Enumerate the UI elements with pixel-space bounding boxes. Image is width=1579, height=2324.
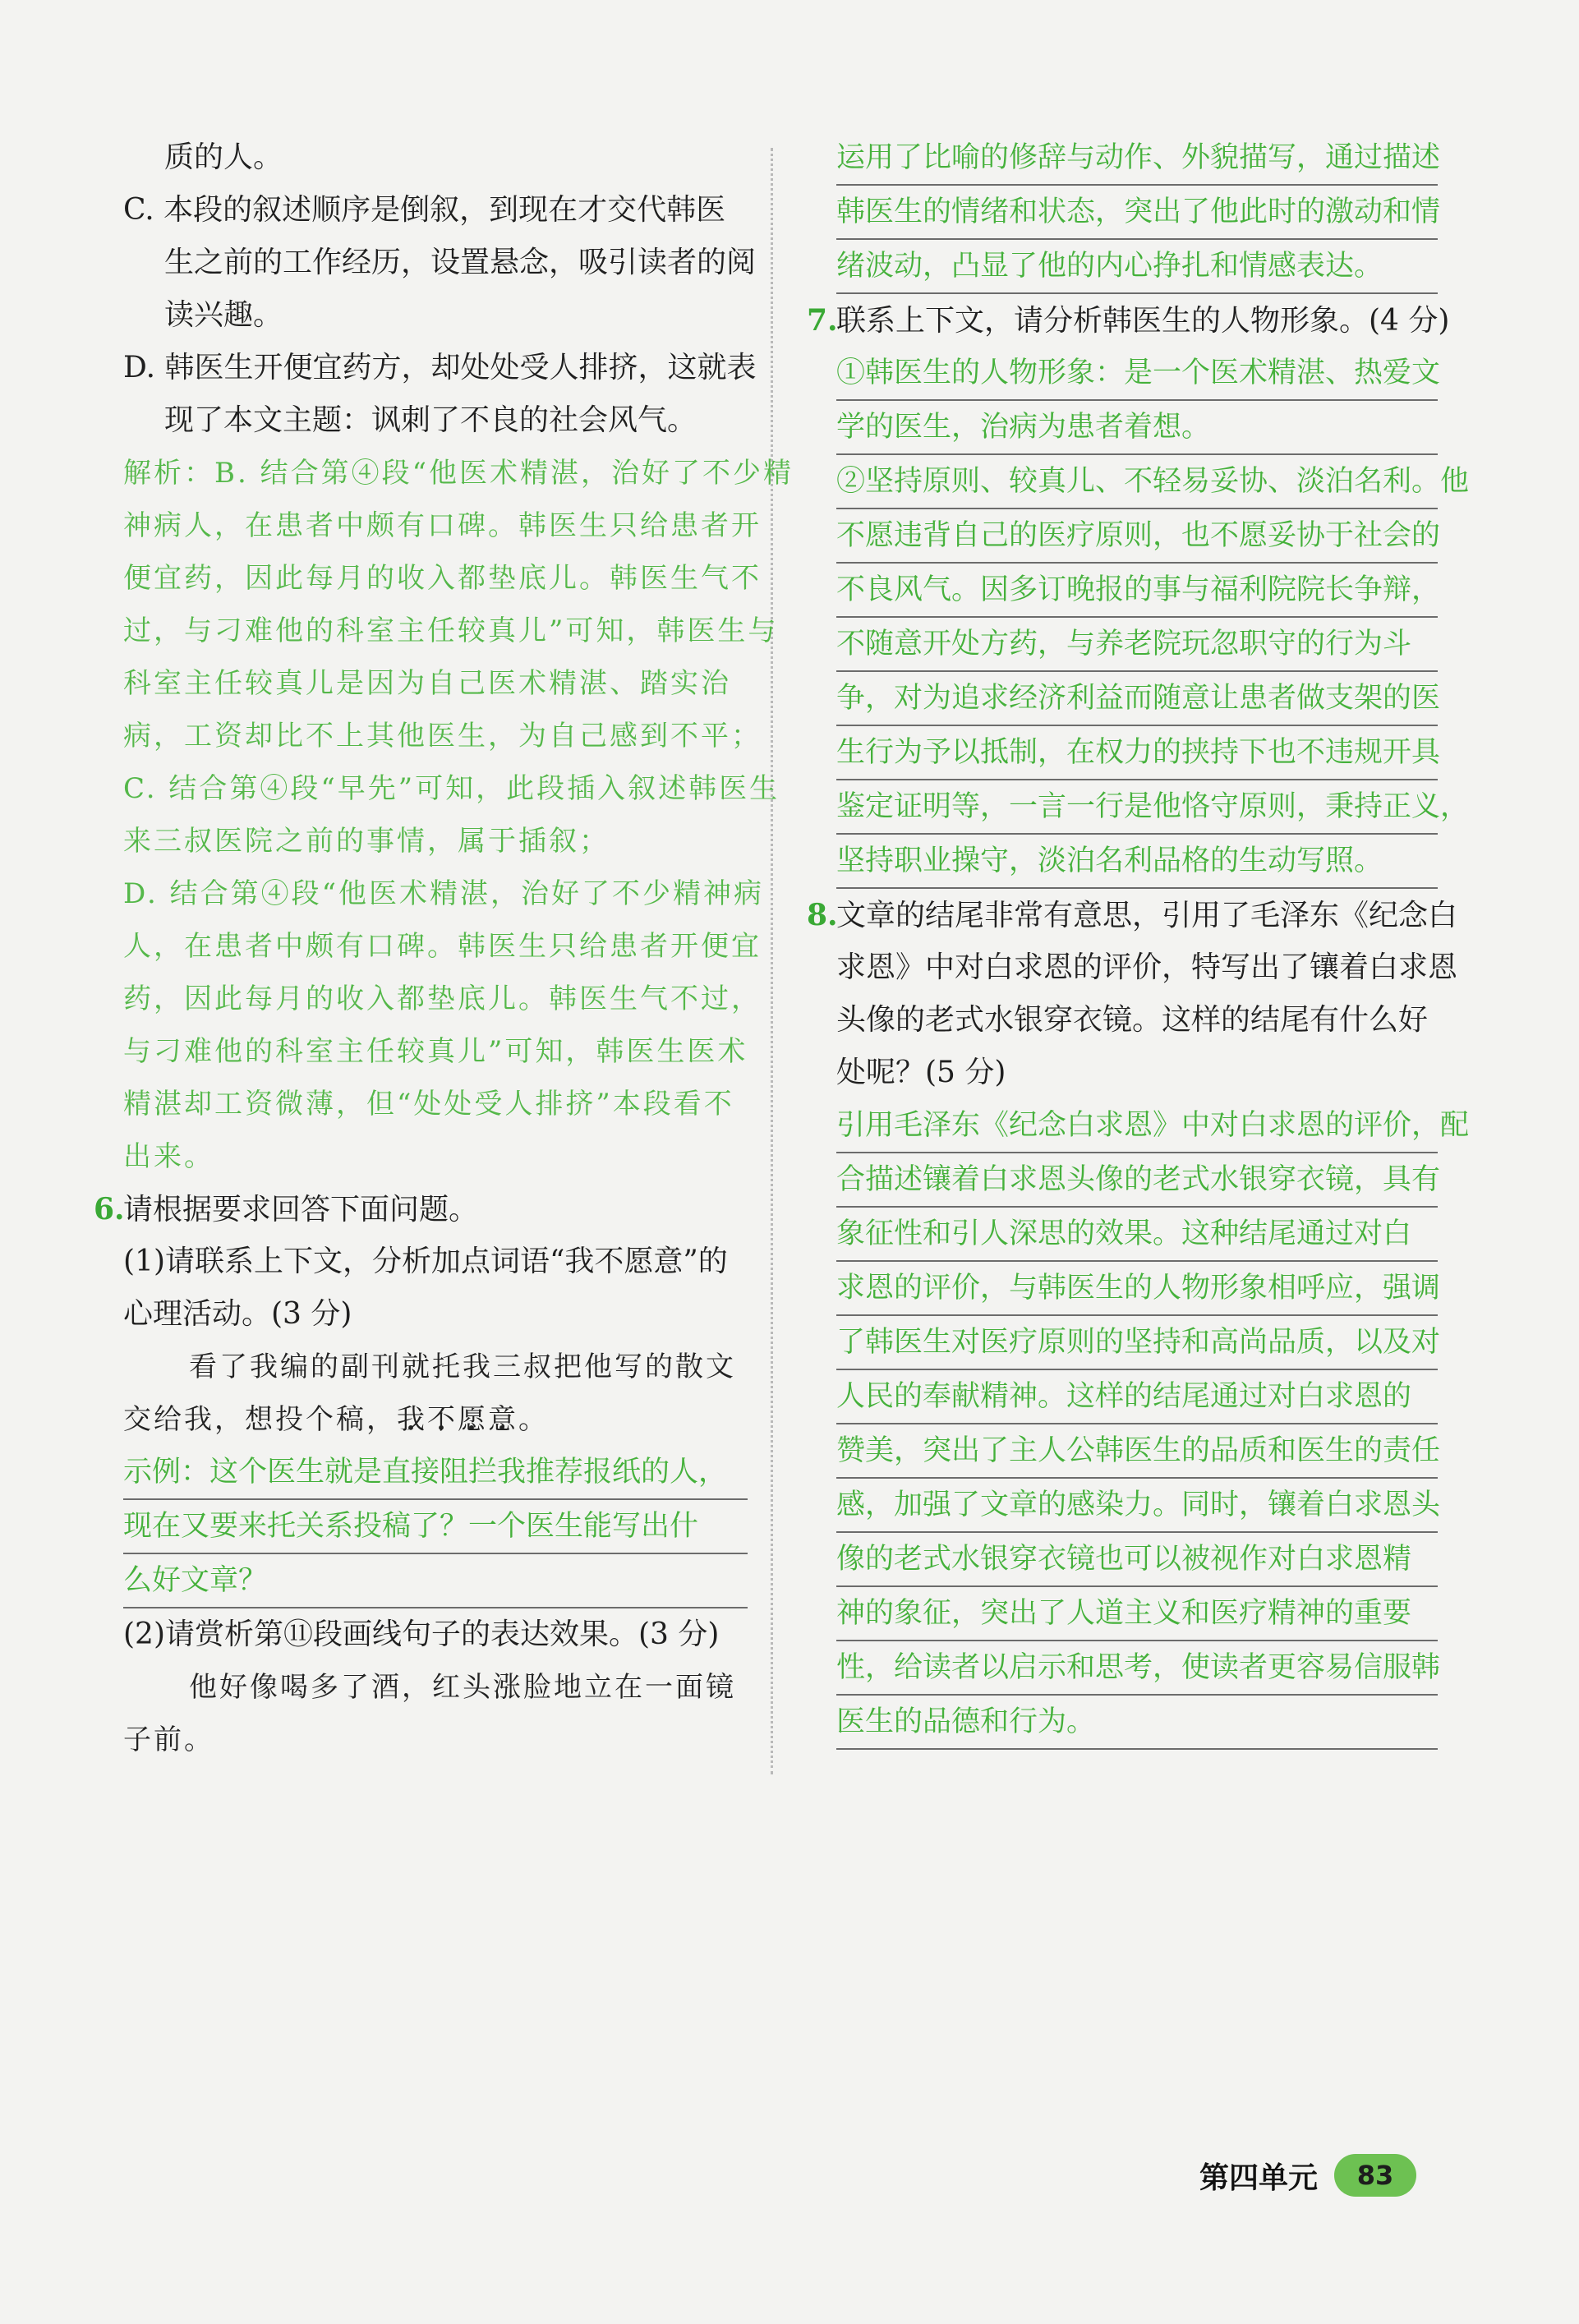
q7-answer-block [836, 347, 1470, 889]
question-text: 联系上下文，请分析韩医生的人物形象。(4 分) [836, 304, 1450, 338]
answer-line: 引用毛泽东《纪念白求恩》中对白求恩的评价，配 [836, 1099, 1438, 1153]
answer-line: 神的象征，突出了人道主义和医疗精神的重要 [836, 1587, 1438, 1641]
analysis-line: 药，因此每月的收入都垫底儿。韩医生气不过， [123, 983, 762, 1015]
emphasis-char: 我 [397, 1403, 427, 1436]
q6-part1-line: 心理活动。(3 分) [123, 1297, 352, 1331]
page-number-badge: 83 [1334, 2154, 1416, 2197]
answer-line: 人民的奉献精神。这样的结尾通过对白求恩的 [836, 1370, 1438, 1424]
answer-line: 运用了比喻的修辞与动作、外貌描写，通过描述 [836, 131, 1438, 186]
answer-line: 赞美，突出了主人公韩医生的品质和医生的责任 [836, 1424, 1438, 1479]
answer-line: 象征性和引人深思的效果。这种结尾通过对白 [836, 1208, 1438, 1262]
answer-line: 像的老式水银穿衣镜也可以被视作对白求恩精 [836, 1533, 1438, 1587]
q6-answer-continued [836, 131, 1441, 294]
answer-line: 求恩的评价，与韩医生的人物形象相呼应，强调 [836, 1262, 1438, 1316]
q6-part1-line: (1)请联系上下文，分析加点词语“我不愿意”的 [123, 1245, 728, 1278]
question-number: 6. [94, 1192, 125, 1226]
quote-line [123, 1393, 748, 1446]
right-column [797, 131, 1470, 1750]
analysis-line: 来三叔医院之前的事情，属于插叙； [123, 825, 610, 858]
page-footer [1199, 2151, 1416, 2200]
question-8-line: 处呢？(5 分) [836, 1056, 1006, 1089]
answer-line: 了韩医生对医疗原则的坚持和高尚品质，以及对 [836, 1316, 1438, 1370]
analysis-line: C. 结合第④段“早先”可知，此段插入叙述韩医生 [123, 772, 780, 805]
question-8-line: 头像的老式水银穿衣镜。这样的结尾有什么好 [836, 1003, 1429, 1037]
answer-line: 医生的品德和行为。 [836, 1696, 1438, 1750]
analysis-line: 病，工资却比不上其他医生，为自己感到不平； [123, 720, 762, 752]
left-column [94, 131, 794, 1766]
question-text: 请根据要求回答下面问题。 [123, 1193, 479, 1226]
answer-line: 生行为予以抵制，在权力的挟持下也不违规开具 [836, 726, 1438, 780]
analysis-line: 出来。 [123, 1140, 214, 1173]
q6-part2-line: (2)请赏析第⑪段画线句子的表达效果。(3 分) [123, 1618, 720, 1651]
quote-text: 交给我，想投个稿， [123, 1403, 397, 1436]
answer-line: ②坚持原则、较真儿、不轻易妥协、淡泊名利。他 [836, 455, 1438, 509]
q6-answer-block [123, 1446, 748, 1608]
question-7-title [797, 294, 1450, 347]
emphasis-char: 不 [427, 1403, 458, 1436]
emphasis-char: 意 [488, 1403, 518, 1436]
q8-answer-block [836, 1099, 1470, 1750]
unit-label: 第四单元 [1199, 2161, 1319, 2195]
analysis-line: 精湛却工资微薄，但“处处受人排挤”本段看不 [123, 1088, 734, 1121]
option-c-line: 读兴趣。 [164, 298, 283, 332]
quote-line: 他好像喝多了酒，红头涨脸地立在一面镜 [189, 1671, 736, 1704]
question-6-title [94, 1183, 748, 1236]
answer-line: 示例：这个医生就是直接阻拦我推荐报纸的人， [123, 1446, 748, 1500]
answer-line: 绪波动，凸显了他的内心挣扎和情感表达。 [836, 240, 1438, 294]
analysis-line: 人，在患者中颇有口碑。韩医生只给患者开便宜 [123, 930, 762, 963]
option-c-line: C. 本段的叙述顺序是倒叙，到现在才交代韩医 [123, 193, 726, 227]
analysis-line: D. 结合第④段“他医术精湛，治好了不少精神病 [123, 877, 765, 910]
analysis-line: 过，与刁难他的科室主任较真儿”可知，韩医生与 [123, 614, 779, 647]
question-8-line: 求恩》中对白求恩的评价，特写出了镶着白求恩 [836, 950, 1458, 984]
quote-line: 看了我编的副刊就托我三叔把他写的散文 [189, 1351, 736, 1383]
answer-line: 不良风气。因多订晚报的事与福利院院长争辩， [836, 564, 1438, 618]
answer-line: 么好文章？ [123, 1554, 748, 1608]
answer-line: 坚持职业操守，淡泊名利品格的生动写照。 [836, 835, 1438, 889]
quote-line: 子前。 [123, 1723, 214, 1756]
answer-line: 不随意开处方药，与养老院玩忽职守的行为斗 [836, 618, 1438, 672]
question-text: 文章的结尾非常有意思，引用了毛泽东《纪念白 [836, 899, 1458, 932]
answer-line: ①韩医生的人物形象：是一个医术精湛、热爱文 [836, 347, 1438, 401]
analysis-line: 科室主任较真儿是因为自己医术精湛、踏实治 [123, 667, 731, 700]
answer-line: 韩医生的情绪和状态，突出了他此时的激动和情 [836, 186, 1438, 240]
analysis-line: 神病人，在患者中颇有口碑。韩医生只给患者开 [123, 509, 762, 542]
quote-text: 。 [518, 1403, 549, 1436]
analysis-block [123, 447, 794, 1183]
answer-line: 学的医生，治病为患者着想。 [836, 401, 1438, 455]
option-c-line: 生之前的工作经历，设置悬念，吸引读者的阅 [164, 246, 757, 279]
answer-line: 性，给读者以启示和思考，使读者更容易信服韩 [836, 1641, 1438, 1696]
question-number: 8. [807, 898, 838, 932]
analysis-line: 与刁难他的科室主任较真儿”可知，韩医生医术 [123, 1035, 748, 1068]
column-divider [771, 148, 773, 1774]
question-number: 7. [807, 303, 838, 338]
answer-line: 现在又要来托关系投稿了？一个医生能写出什 [123, 1500, 748, 1554]
emphasis-char: 愿 [458, 1403, 488, 1436]
answer-line: 鉴定证明等，一言一行是他恪守原则，秉持正义， [836, 780, 1438, 835]
option-d-line: 现了本文主题：讽刺了不良的社会风气。 [164, 403, 697, 437]
answer-line: 合描述镶着白求恩头像的老式水银穿衣镜，具有 [836, 1153, 1438, 1208]
analysis-line: 解析：B. 结合第④段“他医术精湛，治好了不少精 [123, 457, 794, 490]
analysis-line: 便宜药，因此每月的收入都垫底儿。韩医生气不 [123, 562, 762, 595]
option-d-line: D. 韩医生开便宜药方，却处处受人排挤，这就表 [123, 351, 757, 384]
answer-line: 不愿违背自己的医疗原则，也不愿妥协于社会的 [836, 509, 1438, 564]
answer-line: 争，对为追求经济利益而随意让患者做支架的医 [836, 672, 1438, 726]
answer-line: 感，加强了文章的感染力。同时，镶着白求恩头 [836, 1479, 1438, 1533]
text-line: 质的人。 [164, 140, 283, 174]
question-8-title [797, 889, 1458, 941]
